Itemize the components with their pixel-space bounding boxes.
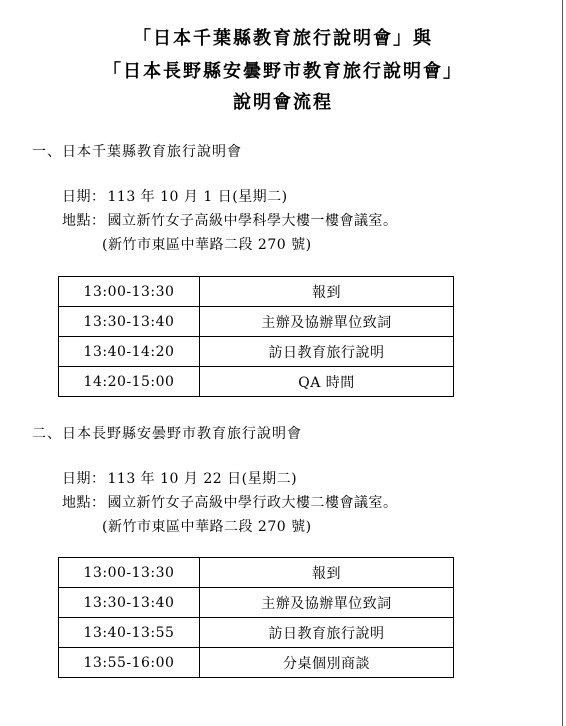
schedule-item: 報到	[200, 277, 454, 307]
section-2-heading: 二、日本長野縣安曇野市教育旅行說明會	[32, 426, 302, 442]
schedule-item: 報到	[200, 558, 454, 588]
section-1-date	[62, 186, 288, 206]
section-1-schedule-table	[58, 276, 454, 397]
schedule-item: QA 時間	[200, 367, 454, 397]
table-row	[59, 367, 454, 397]
schedule-time: 13:55-16:00	[59, 648, 200, 678]
section-2-schedule-table	[58, 557, 454, 678]
schedule-time: 13:00-13:30	[59, 558, 200, 588]
schedule-time: 14:20-15:00	[59, 367, 200, 397]
date-label: 日期：	[62, 189, 106, 205]
schedule-time: 13:30-13:40	[59, 307, 200, 337]
document-title-line-2: 「日本長野縣安曇野市教育旅行說明會」	[103, 61, 463, 82]
schedule-item: 主辦及協辦單位致詞	[200, 588, 454, 618]
date-value: 113 年 10 月 22 日(星期二)	[107, 471, 298, 487]
table-row	[59, 307, 454, 337]
schedule-time: 13:40-14:20	[59, 337, 200, 367]
table-row	[59, 558, 454, 588]
location-label: 地點：	[62, 213, 106, 229]
location-label: 地點：	[62, 495, 106, 511]
document-title-line-1: 「日本千葉縣教育旅行說明會」與	[133, 28, 433, 49]
schedule-time: 13:00-13:30	[59, 277, 200, 307]
section-1-address: (新竹市東區中華路二段 270 號)	[102, 237, 312, 253]
location-value: 國立新竹女子高級中學行政大樓二樓會議室。	[107, 495, 398, 511]
table-row	[59, 277, 454, 307]
section-2-location	[62, 492, 398, 512]
document-subtitle: 說明會流程	[233, 92, 333, 113]
table-row	[59, 588, 454, 618]
location-value: 國立新竹女子高級中學科學大樓一樓會議室。	[107, 213, 398, 229]
date-value: 113 年 10 月 1 日(星期二)	[107, 189, 288, 205]
schedule-item: 訪日教育旅行說明	[200, 337, 454, 367]
table-row	[59, 648, 454, 678]
section-1-heading: 一、日本千葉縣教育旅行說明會	[32, 144, 242, 160]
schedule-item: 主辦及協辦單位致詞	[200, 307, 454, 337]
schedule-item: 分桌個別商談	[200, 648, 454, 678]
schedule-time: 13:40-13:55	[59, 618, 200, 648]
section-2-date	[62, 468, 297, 488]
date-label: 日期：	[62, 471, 106, 487]
section-2-address: (新竹市東區中華路二段 270 號)	[102, 519, 312, 535]
schedule-time: 13:30-13:40	[59, 588, 200, 618]
section-1-location	[62, 210, 398, 230]
table-row	[59, 337, 454, 367]
table-row	[59, 618, 454, 648]
schedule-item: 訪日教育旅行說明	[200, 618, 454, 648]
